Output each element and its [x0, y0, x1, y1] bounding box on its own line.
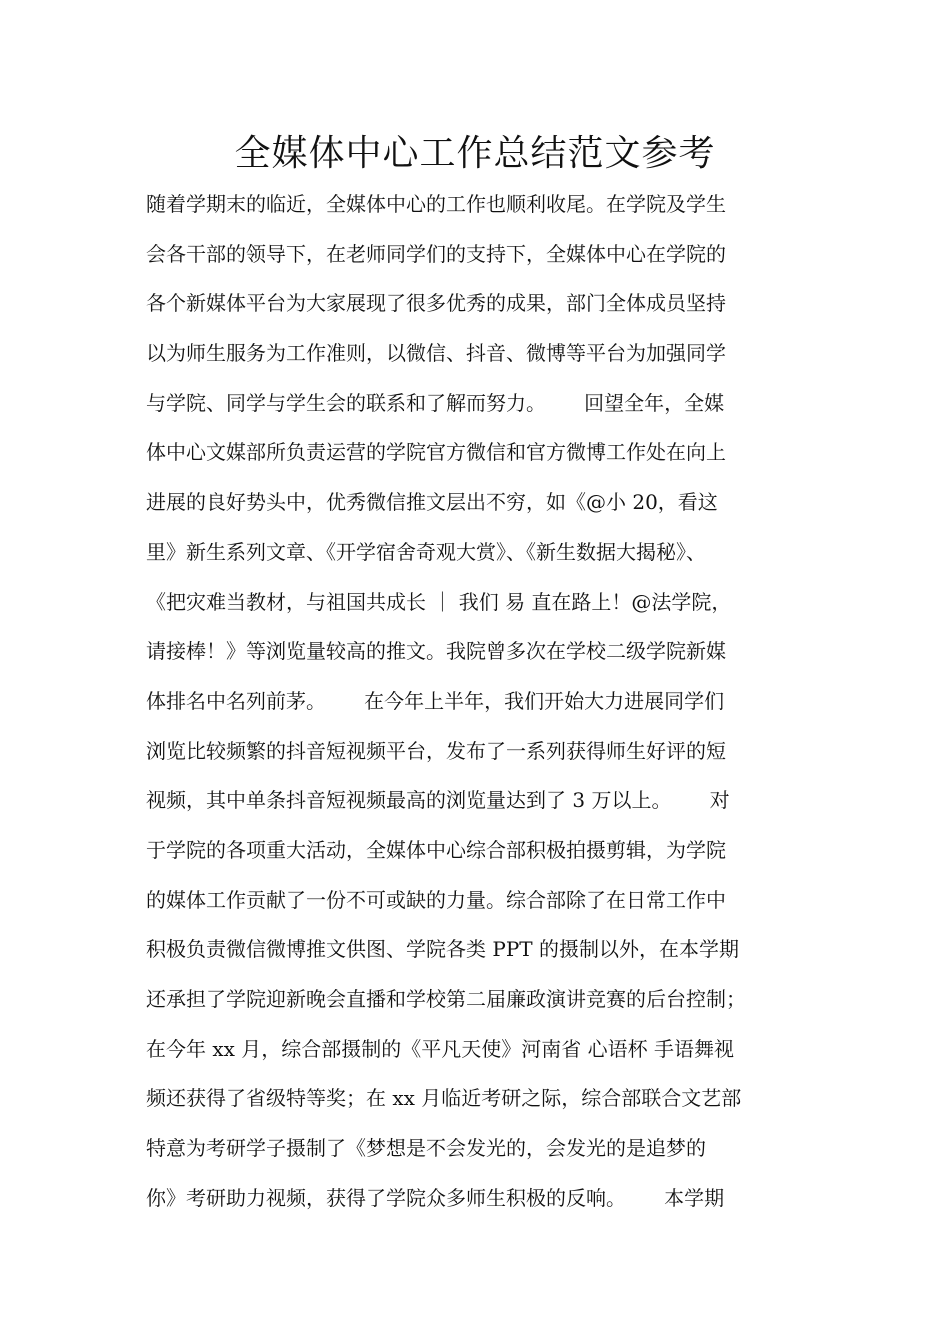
- body-text-line: 体排名中名列前茅。 在今年上半年，我们开始大力进展同学们: [146, 688, 725, 713]
- body-text-line: 积极负责微信微博推文供图、学院各类 PPT 的摄制以外，在本学期: [146, 937, 739, 962]
- body-text-line: 你》考研助力视频，获得了学院众多师生积极的反响。 本学期: [146, 1185, 725, 1210]
- body-text-line: 请接棒！》等浏览量较高的推文。我院曾多次在学校二级学院新媒: [146, 639, 726, 664]
- body-text-line: 视频，其中单条抖音短视频最高的浏览量达到了 3 万以上。 对: [146, 788, 730, 813]
- body-text-line: 各个新媒体平台为大家展现了很多优秀的成果，部门全体成员坚持: [146, 291, 726, 316]
- body-text-line: 《把灾难当教材，与祖国共成长 ｜ 我们 易 直在路上！@法学院，: [146, 589, 732, 614]
- body-text-line: 里》新生系列文章、《开学宿舍奇观大赏》、《新生数据大揭秘》、: [146, 539, 706, 564]
- body-text-line: 特意为考研学子摄制了《梦想是不会发光的，会发光的是追梦的: [146, 1136, 706, 1161]
- body-text-line: 的媒体工作贡献了一份不可或缺的力量。综合部除了在日常工作中: [146, 887, 726, 912]
- body-text-line: 以为师生服务为工作准则，以微信、抖音、微博等平台为加强同学: [146, 341, 726, 366]
- body-text-line: 于学院的各项重大活动，全媒体中心综合部积极拍摄剪辑，为学院: [146, 837, 726, 862]
- body-text-line: 体中心文媒部所负责运营的学院官方微信和官方微博工作处在向上: [146, 440, 726, 465]
- body-text-line: 进展的良好势头中，优秀微信推文层出不穷，如《@小 20，看这: [146, 490, 718, 515]
- body-text-line: 浏览比较频繁的抖音短视频平台，发布了一系列获得师生好评的短: [146, 738, 726, 763]
- body-text-line: 还承担了学院迎新晚会直播和学校第二届廉政演讲竞赛的后台控制；: [146, 987, 746, 1011]
- body-text-line: 会各干部的领导下，在老师同学们的支持下，全媒体中心在学院的: [146, 241, 726, 266]
- body-text-line: 频还获得了省级特等奖；在 xx 月临近考研之际，综合部联合文艺部: [146, 1086, 742, 1111]
- body-text-line: 在今年 xx 月，综合部摄制的《平凡天使》河南省 心语杯 手语舞视: [146, 1036, 734, 1061]
- document-body: [146, 180, 836, 1223]
- body-text-line: 与学院、同学与学生会的联系和了解而努力。 回望全年，全媒: [146, 390, 725, 415]
- body-text-line: 随着学期末的临近，全媒体中心的工作也顺利收尾。在学院及学生: [146, 192, 726, 216]
- document-title: 全媒体中心工作总结范文参考: [234, 133, 716, 174]
